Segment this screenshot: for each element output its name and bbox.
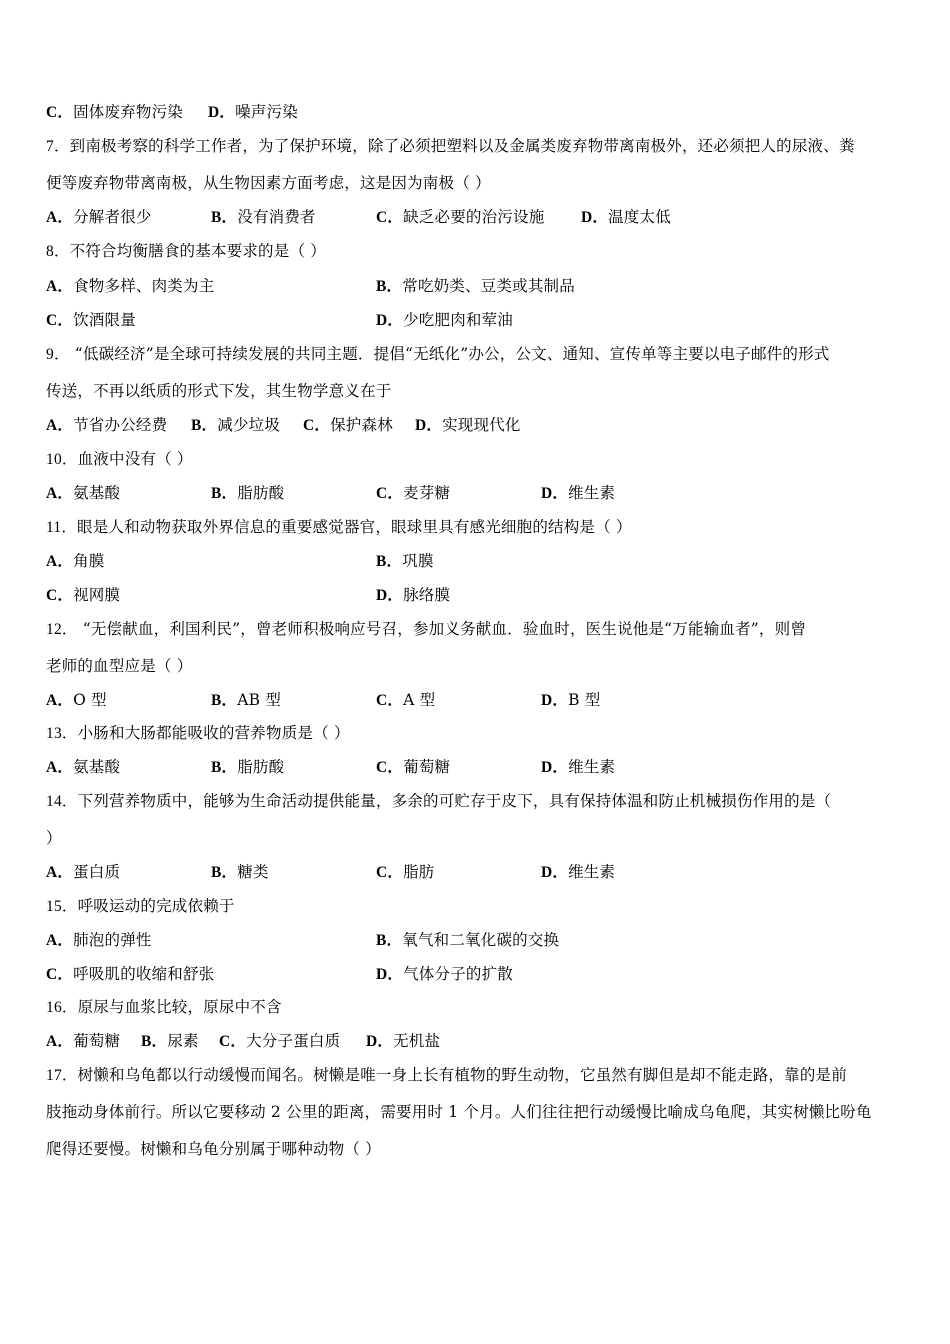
option-d: D．维生素 (541, 758, 616, 776)
option-a: A．O 型 (46, 691, 107, 709)
option-a: A．节省办公经费 (46, 416, 168, 434)
option-c: C．A 型 (376, 691, 436, 709)
option-c: C．视网膜 (46, 586, 121, 604)
option-b: B．脂肪酸 (211, 484, 285, 502)
option-b: B．AB 型 (211, 691, 282, 709)
question-14-stem-line-1: 14．下列营养物质中，能够为生命活动提供能量，多余的可贮存于皮下，具有保持体温和防止机械损伤作用的是（ (46, 792, 832, 810)
option-b: B．脂肪酸 (211, 758, 285, 776)
question-7-stem-line-1: 7．到南极考察的科学工作者，为了保护环境，除了必须把塑料以及金属类废弃物带离南极外，还必须把人的尿液、粪 (46, 137, 855, 155)
option-b: B．没有消费者 (211, 208, 316, 226)
option-a: A．食物多样、肉类为主 (46, 277, 215, 295)
option-d: D．少吃肥肉和荤油 (376, 311, 513, 329)
question-17-stem-line-2: 肢拖动身体前行。所以它要移动 2 公里的距离，需要用时 1 个月。人们往往把行动缓慢比喻成乌龟爬，其实树懒比吩龟 (46, 1103, 872, 1121)
question-14-stem-line-2: ） (46, 829, 62, 847)
option-d: D．温度太低 (581, 208, 671, 226)
option-b: B．尿素 (141, 1032, 199, 1050)
option-a: A．角膜 (46, 552, 105, 570)
option-c: C．麦芽糖 (376, 484, 451, 502)
option-d: D．维生素 (541, 863, 616, 881)
question-17-stem-line-3: 爬得还要慢。树懒和乌龟分别属于哪种动物（ ） (46, 1140, 381, 1158)
option-a: A．葡萄糖 (46, 1032, 121, 1050)
option-d: D．气体分子的扩散 (376, 965, 513, 983)
option-d: D．B 型 (541, 691, 601, 709)
question-12-stem-line-1: 12． “无偿献血，利国利民”，曾老师积极响应号召，参加义务献血．验血时，医生说他是“万能输血者”，则曾 (46, 620, 807, 638)
option-d: D．无机盐 (366, 1032, 441, 1050)
question-15-stem: 15．呼吸运动的完成依赖于 (46, 897, 235, 915)
option-b: B．糖类 (211, 863, 269, 881)
question-11-stem: 11．眼是人和动物获取外界信息的重要感觉器官，眼球里具有感光细胞的结构是（ ） (46, 518, 632, 536)
option-c: C．保护森林 (303, 416, 393, 434)
option-b: B．减少垃圾 (191, 416, 281, 434)
option-a: A．氨基酸 (46, 758, 121, 776)
question-10-stem: 10．血液中没有（ ） (46, 450, 193, 468)
question-8-stem: 8．不符合均衡膳食的基本要求的是（ ） (46, 242, 326, 260)
option-c: C．固体废弃物污染 (46, 103, 183, 121)
option-d: D．噪声污染 (208, 103, 298, 121)
option-a: A．分解者很少 (46, 208, 152, 226)
option-b: B．常吃奶类、豆类或其制品 (376, 277, 575, 295)
option-a: A．肺泡的弹性 (46, 931, 152, 949)
question-12-stem-line-2: 老师的血型应是（ ） (46, 657, 193, 675)
question-16-stem: 16．原尿与血浆比较，原尿中不含 (46, 998, 282, 1016)
option-b: B．氧气和二氧化碳的交换 (376, 931, 560, 949)
option-c: C．脂肪 (376, 863, 435, 881)
question-9-stem-line-1: 9． “低碳经济”是全球可持续发展的共同主题．提倡“无纸化”办公，公文、通知、宣传单等主要以电子邮件的形式 (46, 345, 830, 363)
question-7-stem-line-2: 便等废弃物带离南极，从生物因素方面考虑，这是因为南极（ ） (46, 174, 491, 192)
option-d: D．实现现代化 (415, 416, 521, 434)
option-d: D．脉络膜 (376, 586, 451, 604)
option-a: A．氨基酸 (46, 484, 121, 502)
option-b: B．巩膜 (376, 552, 434, 570)
option-c: C．缺乏必要的治污设施 (376, 208, 545, 226)
question-9-stem-line-2: 传送，不再以纸质的形式下发，其生物学意义在于 (46, 382, 392, 400)
option-c: C．呼吸肌的收缩和舒张 (46, 965, 215, 983)
option-d: D．维生素 (541, 484, 616, 502)
option-a: A．蛋白质 (46, 863, 121, 881)
option-c: C．大分子蛋白质 (219, 1032, 341, 1050)
option-c: C．葡萄糖 (376, 758, 451, 776)
question-13-stem: 13．小肠和大肠都能吸收的营养物质是（ ） (46, 724, 350, 742)
option-c: C．饮酒限量 (46, 311, 136, 329)
question-17-stem-line-1: 17．树懒和乌龟都以行动缓慢而闻名。树懒是唯一身上长有植物的野生动物，它虽然有脚但是却不能走路，靠的是前 (46, 1066, 847, 1084)
